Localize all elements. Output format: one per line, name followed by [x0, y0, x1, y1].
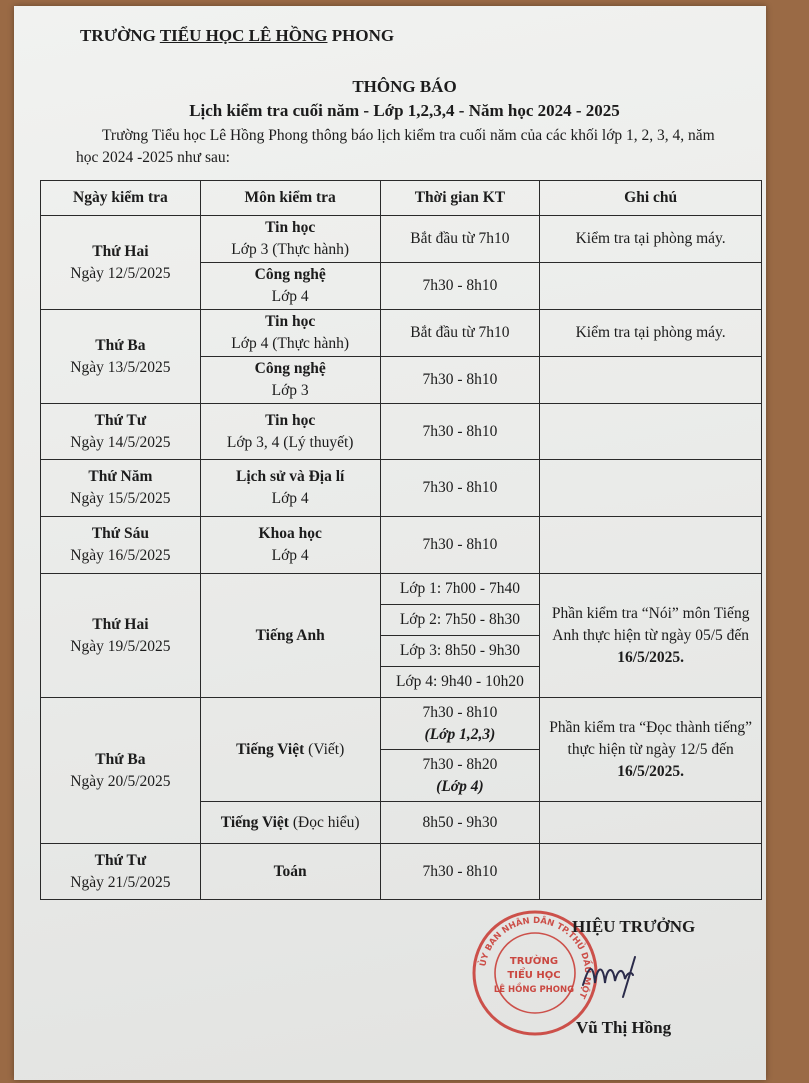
day-cell: Thứ Ba Ngày 20/5/2025 [41, 698, 201, 844]
notice-title: THÔNG BÁO [352, 77, 457, 96]
notice-subtitle: Lịch kiểm tra cuối năm - Lớp 1,2,3,4 - Năm học 2024 - 2025 [189, 101, 620, 120]
table-row [41, 698, 762, 750]
handwritten-signature [575, 945, 695, 1005]
subject-cell: Công nghệ Lớp 4 [200, 263, 380, 310]
time-cell: Bắt đầu từ 7h10 [380, 216, 540, 263]
table-row [41, 310, 762, 357]
exam-schedule-table [40, 180, 762, 900]
subject-cell: Tin học Lớp 4 (Thực hành) [200, 310, 380, 357]
time-cell: 7h30 - 8h10 [380, 844, 540, 900]
time-cell: 7h30 - 8h10 [380, 404, 540, 460]
header-time: Thời gian KT [380, 181, 540, 216]
subject-cell: Khoa học Lớp 4 [200, 517, 380, 574]
time-cell: Lớp 4: 9h40 - 10h20 [380, 667, 540, 698]
note-cell [540, 844, 762, 900]
subject-cell: Tin học Lớp 3 (Thực hành) [200, 216, 380, 263]
note-cell [540, 357, 762, 404]
day-cell: Thứ Ba Ngày 13/5/2025 [41, 310, 201, 404]
time-cell: 7h30 - 8h20 (Lớp 4) [380, 750, 540, 802]
day-cell: Thứ Năm Ngày 15/5/2025 [41, 460, 201, 517]
time-cell: 7h30 - 8h10 [380, 460, 540, 517]
principal-name: Vũ Thị Hồng [576, 1018, 672, 1037]
time-cell: Lớp 2: 7h50 - 8h30 [380, 605, 540, 636]
school-name: TRƯỜNG TIỂU HỌC LÊ HỒNG PHONG [80, 26, 395, 45]
note-cell [540, 517, 762, 574]
day-cell: Thứ Tư Ngày 21/5/2025 [41, 844, 201, 900]
table-row [41, 844, 762, 900]
time-cell: Lớp 3: 8h50 - 9h30 [380, 636, 540, 667]
time-cell: 7h30 - 8h10 [380, 263, 540, 310]
note-cell: Phần kiểm tra “Nói” môn Tiếng Anh thực hiện từ ngày 05/5 đến 16/5/2025. [540, 574, 762, 698]
table-row [41, 460, 762, 517]
time-cell: 7h30 - 8h10 [380, 517, 540, 574]
table-row [41, 216, 762, 263]
stamp-line-2: TIỂU HỌC [507, 970, 561, 981]
stamp-ring-text: ỦY BAN NHÂN DÂN TP.THỦ DẦU MỘT [478, 915, 593, 1000]
subject-cell: Lịch sử và Địa lí Lớp 4 [200, 460, 380, 517]
table-row [41, 517, 762, 574]
time-cell: 8h50 - 9h30 [380, 802, 540, 844]
time-cell: 7h30 - 8h10 (Lớp 1,2,3) [380, 698, 540, 750]
table-row [41, 574, 762, 605]
subject-cell: Tin học Lớp 3, 4 (Lý thuyết) [200, 404, 380, 460]
subject-cell: Tiếng Việt (Viết) [200, 698, 380, 802]
header-note: Ghi chú [540, 181, 762, 216]
note-cell: Kiểm tra tại phòng máy. [540, 216, 762, 263]
note-cell [540, 263, 762, 310]
subject-cell: Toán [200, 844, 380, 900]
table-header-row [41, 181, 762, 216]
day-cell: Thứ Hai Ngày 19/5/2025 [41, 574, 201, 698]
header-date: Ngày kiểm tra [41, 181, 201, 216]
note-cell: Phần kiểm tra “Đọc thành tiếng” thực hiện từ ngày 12/5 đến 16/5/2025. [540, 698, 762, 802]
table-row [41, 404, 762, 460]
time-cell: Bắt đầu từ 7h10 [380, 310, 540, 357]
stamp-line-3: LÊ HỒNG PHONG [493, 985, 575, 995]
day-cell: Thứ Hai Ngày 12/5/2025 [41, 216, 201, 310]
stamp-line-1: TRƯỜNG [509, 956, 559, 967]
note-cell [540, 802, 762, 844]
day-cell: Thứ Sáu Ngày 16/5/2025 [41, 517, 201, 574]
time-cell: Lớp 1: 7h00 - 7h40 [380, 574, 540, 605]
note-cell [540, 404, 762, 460]
principal-title: HIỆU TRƯỞNG [572, 917, 696, 936]
note-cell [540, 460, 762, 517]
intro-paragraph: Trường Tiểu học Lê Hồng Phong thông báo lịch kiểm tra cuối năm của các khối lớp 1, 2, 3, 4, năm học 2024 -2025 như sau: [76, 127, 715, 166]
header-subject: Môn kiểm tra [200, 181, 380, 216]
note-cell: Kiểm tra tại phòng máy. [540, 310, 762, 357]
day-cell: Thứ Tư Ngày 14/5/2025 [41, 404, 201, 460]
subject-cell: Tiếng Việt (Đọc hiểu) [200, 802, 380, 844]
subject-cell: Tiếng Anh [200, 574, 380, 698]
time-cell: 7h30 - 8h10 [380, 357, 540, 404]
subject-cell: Công nghệ Lớp 3 [200, 357, 380, 404]
